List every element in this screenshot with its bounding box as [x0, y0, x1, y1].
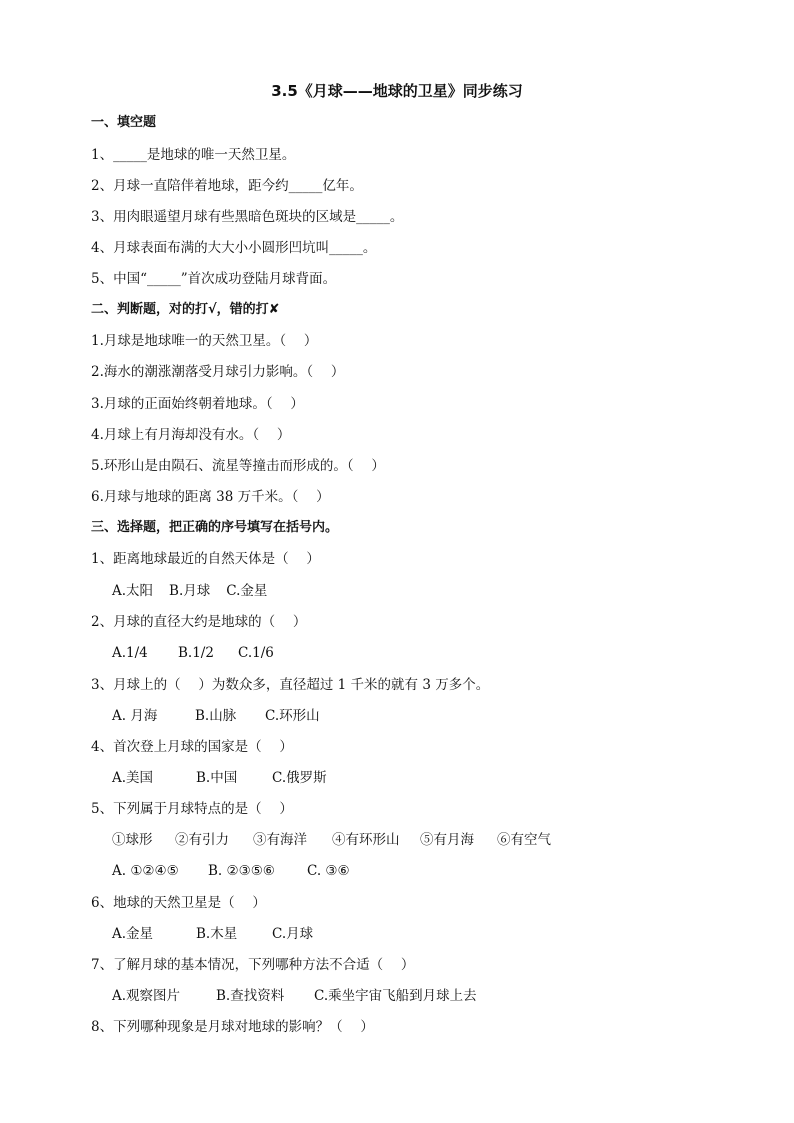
- question-text: 4、首次登上月球的国家是（ ）: [91, 739, 293, 755]
- option-b: B.1/2: [178, 645, 214, 661]
- option-b: B. ②③⑤⑥: [208, 863, 275, 879]
- feature-item: ②有引力: [175, 832, 229, 848]
- question-text: 2、月球一直陪伴着地球，距今约_____亿年。: [91, 178, 363, 194]
- question-text: 5、中国“_____”首次成功登陆月球背面。: [91, 271, 337, 287]
- option-c: C.俄罗斯: [272, 770, 327, 786]
- option-c: C.月球: [272, 926, 314, 942]
- question-text: 6、地球的天然卫星是（ ）: [91, 895, 266, 911]
- section-heading-multiple-choice: 三、选择题，把正确的序号填写在括号内。: [91, 520, 339, 535]
- section-heading-true-false: 二、判断题，对的打√，错的打✘: [91, 302, 280, 317]
- question-text: 7、了解月球的基本情况，下列哪种方法不合适（ ）: [91, 957, 415, 973]
- feature-list: [112, 831, 551, 849]
- option-b: B.木星: [196, 926, 238, 942]
- question-text: 4、月球表面布满的大大小小圆形凹坑叫_____。: [91, 240, 377, 256]
- feature-item: ⑤有月海: [420, 832, 474, 848]
- option-b: B.查找资料: [216, 988, 285, 1004]
- option-b: B.山脉: [195, 708, 237, 724]
- option-a: A.观察图片: [112, 988, 181, 1004]
- answer-options: [112, 644, 274, 662]
- option-a: A.太阳: [112, 583, 154, 599]
- question-text: 5.环形山是由陨石、流星等撞击而形成的。（ ）: [91, 458, 385, 474]
- option-c: C.1/6: [238, 645, 274, 661]
- option-a: A.美国: [112, 770, 154, 786]
- question-text: 3、月球上的（ ）为数众多，直径超过 1 千米的就有 3 万多个。: [91, 677, 490, 693]
- section-heading-fill-blank: 一、填空题: [91, 115, 157, 130]
- question-text: 3.月球的正面始终朝着地球。（ ）: [91, 396, 304, 412]
- answer-options: [112, 769, 327, 787]
- option-a: A. ①②④⑤: [112, 863, 179, 879]
- option-b: B.月球: [169, 583, 211, 599]
- feature-item: ①球形: [112, 832, 153, 848]
- option-c: C.乘坐宇宙飞船到月球上去: [314, 988, 477, 1004]
- option-c: C. ③⑥: [307, 863, 350, 879]
- feature-item: ⑥有空气: [497, 832, 551, 848]
- option-a: A.金星: [112, 926, 154, 942]
- answer-options: [112, 925, 313, 943]
- question-text: 1.月球是地球唯一的天然卫星。（ ）: [91, 333, 318, 349]
- option-b: B.中国: [196, 770, 238, 786]
- question-text: 3、用肉眼遥望月球有些黑暗色斑块的区域是_____。: [91, 209, 404, 225]
- question-text: 1、距离地球最近的自然天体是（ ）: [91, 551, 320, 567]
- option-c: C.环形山: [265, 708, 320, 724]
- page-title: 3.5《月球——地球的卫星》同步练习: [271, 82, 523, 100]
- question-text: 4.月球上有月海却没有水。（ ）: [91, 427, 291, 443]
- feature-item: ③有海洋: [253, 832, 307, 848]
- answer-options: [112, 707, 320, 725]
- option-c: C.金星: [226, 583, 268, 599]
- answer-options: [112, 987, 477, 1005]
- question-text: 1、_____是地球的唯一天然卫星。: [91, 147, 296, 163]
- answer-options: [112, 862, 350, 880]
- question-text: 2.海水的潮涨潮落受月球引力影响。（ ）: [91, 364, 345, 380]
- answer-options: [112, 582, 267, 600]
- option-a: A.1/4: [112, 645, 148, 661]
- question-text: 6.月球与地球的距离 38 万千米。（ ）: [91, 489, 330, 505]
- question-text: 2、月球的直径大约是地球的（ ）: [91, 614, 307, 630]
- feature-item: ④有环形山: [332, 832, 400, 848]
- question-text: 5、下列属于月球特点的是（ ）: [91, 801, 293, 817]
- question-text: 8、下列哪种现象是月球对地球的影响？（ ）: [91, 1019, 374, 1035]
- option-a: A. 月海: [112, 708, 158, 724]
